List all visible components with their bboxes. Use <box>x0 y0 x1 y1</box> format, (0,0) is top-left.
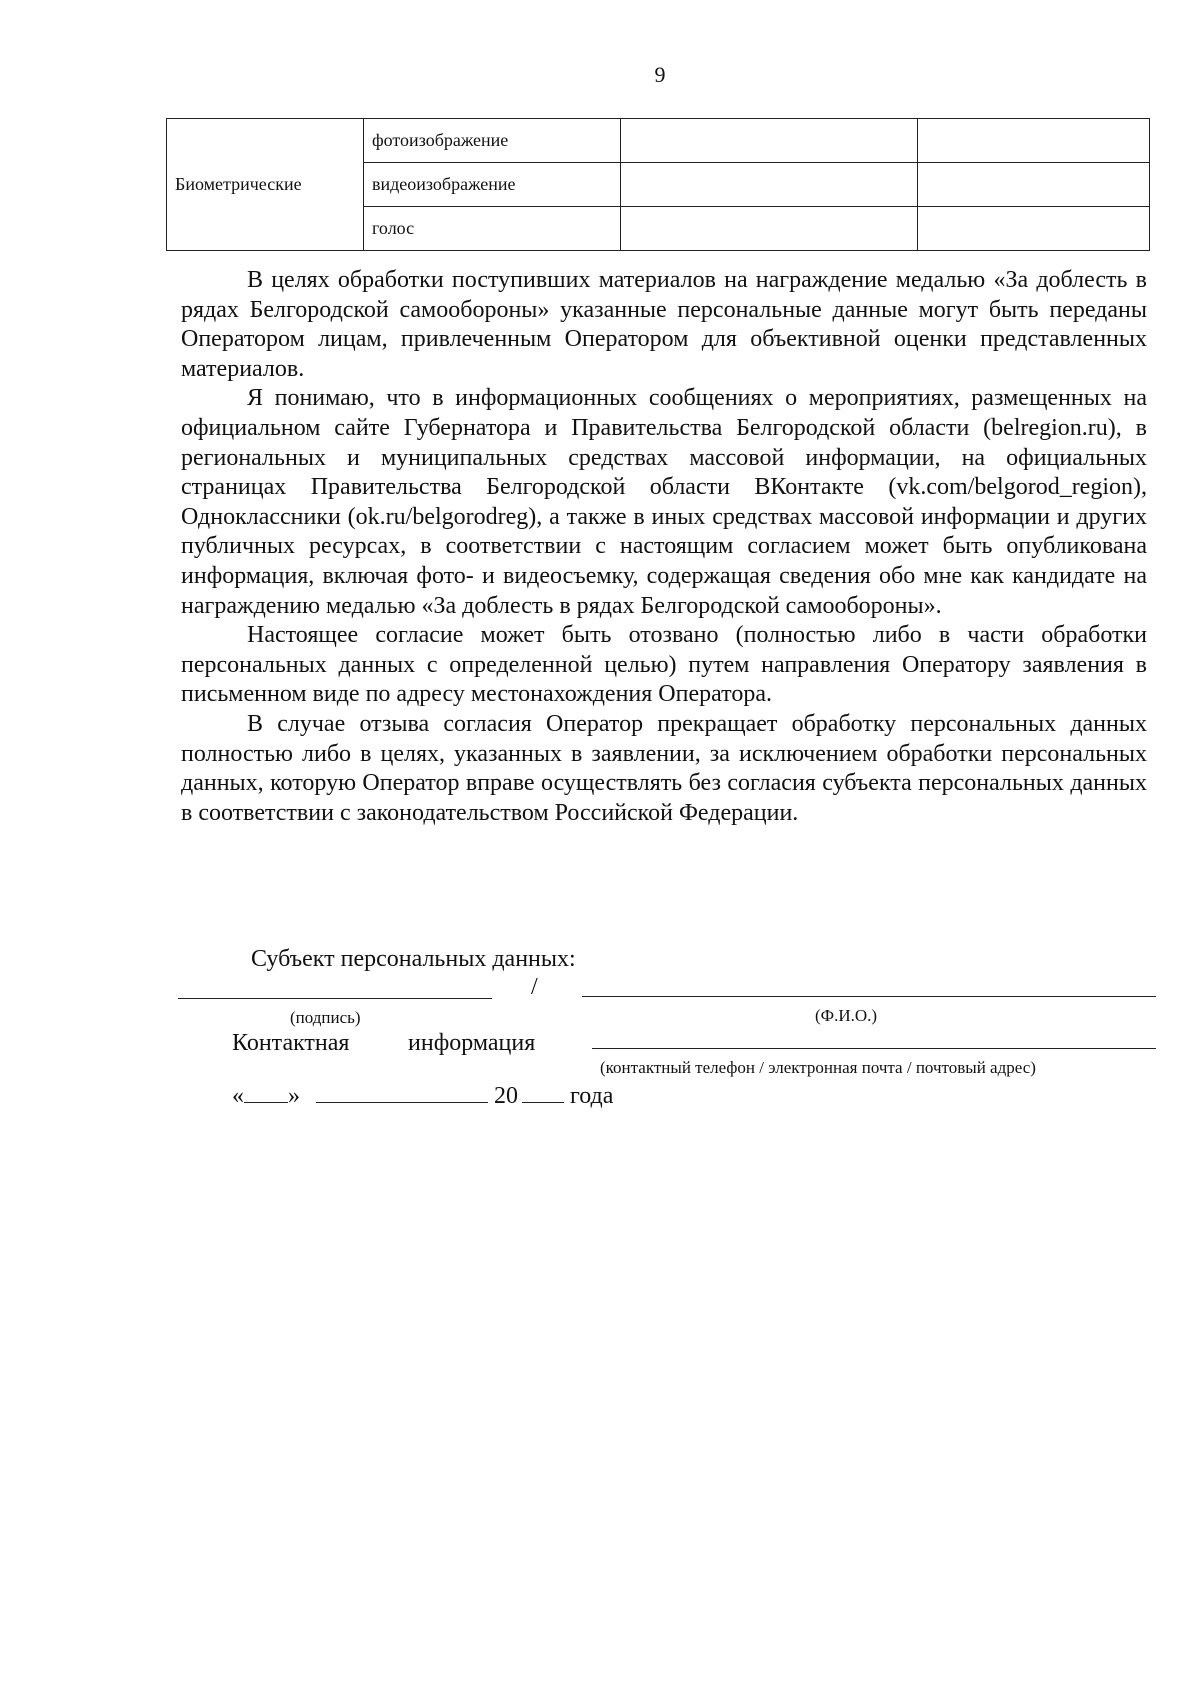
date-suffix: года <box>570 1083 614 1109</box>
contact-label-2: информация <box>408 1030 536 1056</box>
subcategory-cell: видеоизображение <box>364 163 621 207</box>
day-field[interactable] <box>244 1084 288 1103</box>
consent-body <box>181 266 1147 828</box>
paragraph-withdrawal-effect: В случае отзыва согласия Оператор прекращает обработку персональных данных полностью либо в целях, указанных в заявлении, за исключением обработки персональных данных, которую Оператор вправе осуществлять без согласия субъекта персональных данных в соответствии с законодательством Российской Федерации. <box>181 710 1147 826</box>
empty-cell <box>621 207 918 251</box>
signature-caption: (подпись) <box>290 1008 361 1027</box>
date-year-prefix: 20 <box>494 1083 518 1109</box>
empty-cell <box>918 163 1150 207</box>
empty-cell <box>918 119 1150 163</box>
month-field[interactable] <box>316 1084 488 1103</box>
contact-label-1: Контактная <box>232 1030 350 1056</box>
empty-cell <box>621 163 918 207</box>
separator-slash: / <box>531 974 538 1000</box>
signature-line[interactable] <box>178 998 492 999</box>
paragraph-withdrawal: Настоящее согласие может быть отозвано (полностью либо в части обработки персональных данных с определенной целью) путем направления Оператору заявления в письменном виде по адресу местонахождения Оператора. <box>181 622 1147 708</box>
date-open-quote: « <box>232 1083 244 1109</box>
empty-cell <box>621 119 918 163</box>
category-cell: Биометрические <box>167 119 364 251</box>
paragraph-transfer: В целях обработки поступивших материалов на награждение медалью «За доблесть в рядах Белгородской самообороны» указанные персональные данные могут быть переданы Оператором лицам, привлеченным Оператором для объективной оценки представленных материалов. <box>181 267 1147 382</box>
page-number: 9 <box>654 62 666 87</box>
biometric-data-table <box>166 118 1150 251</box>
empty-cell <box>918 207 1150 251</box>
table-row <box>167 119 1150 163</box>
date-row <box>232 1083 613 1110</box>
contact-line[interactable] <box>592 1048 1156 1049</box>
contact-caption: (контактный телефон / электронная почта / почтовый адрес) <box>600 1058 1036 1077</box>
subject-label: Субъект персональных данных: <box>251 946 576 972</box>
name-caption: (Ф.И.О.) <box>815 1006 878 1025</box>
subcategory-cell: фотоизображение <box>364 119 621 163</box>
year-field[interactable] <box>522 1084 564 1103</box>
paragraph-publication: Я понимаю, что в информационных сообщениях о мероприятиях, размещенных на официальном сайте Губернатора и Правительства Белгородской области (belregion.ru), в региональных и муниципальных средствах массовой информации, на официальных страницах Правительства Белгородской области ВКонтакте (vk.com/belgorod_region), Одноклассники (ok.ru/belgorodreg), а также в иных средствах массовой информации и других публичных ресурсах, в соответствии с настоящим согласием может быть опубликована информация, включая фото- и видеосъемку, содержащая сведения обо мне как кандидате на награждению медалью «За доблесть в рядах Белгородской самообороны». <box>181 385 1147 619</box>
date-close-quote: » <box>288 1083 300 1109</box>
subcategory-cell: голос <box>364 207 621 251</box>
name-line[interactable] <box>582 996 1156 997</box>
